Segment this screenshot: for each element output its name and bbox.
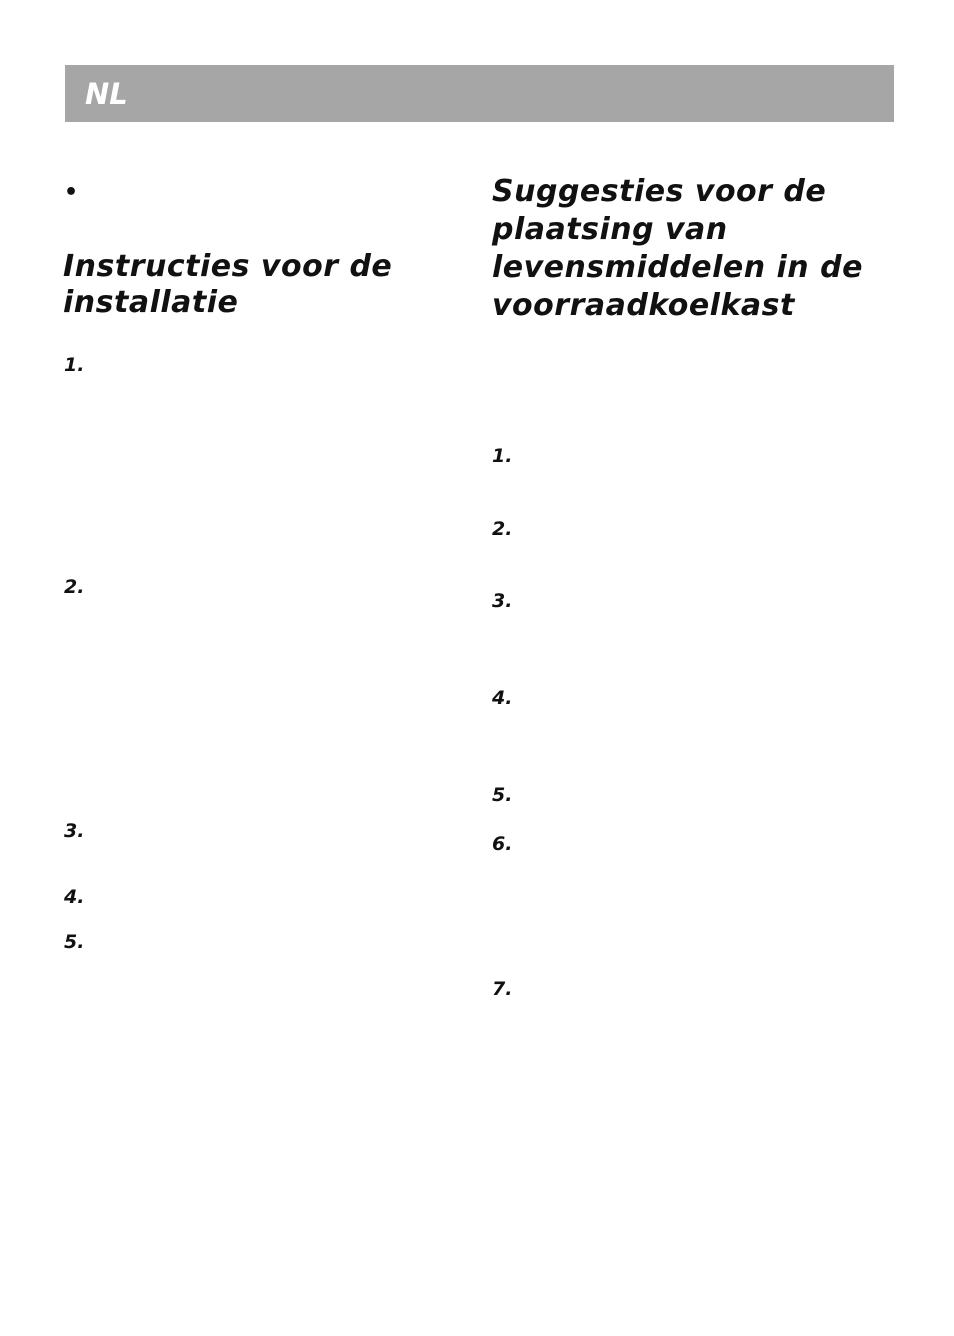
right-step-1: 1.	[492, 445, 513, 467]
right-step-2: 2.	[492, 518, 513, 540]
right-step-4: 4.	[492, 687, 513, 709]
right-step-7: 7.	[492, 978, 513, 1000]
left-step-1: 1.	[64, 354, 85, 376]
bullet-mark: •	[64, 180, 79, 205]
left-step-5: 5.	[64, 931, 85, 953]
right-step-5: 5.	[492, 784, 513, 806]
language-code: NL	[85, 77, 128, 111]
language-header-bar	[65, 65, 894, 122]
left-step-3: 3.	[64, 820, 85, 842]
left-step-2: 2.	[64, 576, 85, 598]
food-placement-suggestions-heading: Suggesties voor de plaatsing van levensmiddelen in de voorraadkoelkast	[492, 174, 863, 323]
right-step-6: 6.	[492, 833, 513, 855]
right-step-3: 3.	[492, 590, 513, 612]
left-step-4: 4.	[64, 886, 85, 908]
installation-instructions-heading: Instructies voor de installatie	[63, 249, 393, 320]
